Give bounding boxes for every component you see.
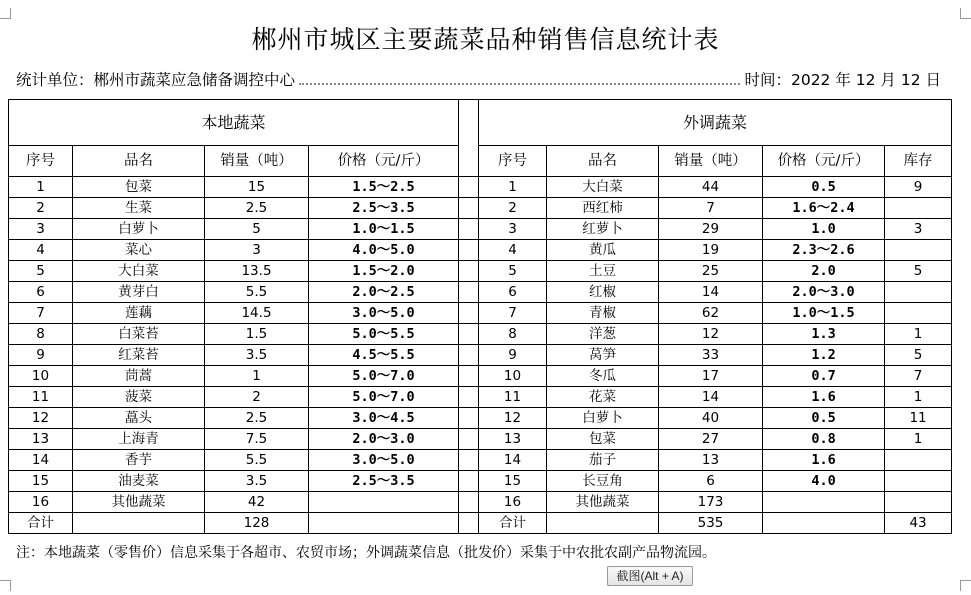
header-outside-price: 价格（元/斤）	[763, 146, 885, 177]
cell-local-no: 5	[9, 261, 73, 282]
cell-outside-name: 红椒	[547, 282, 659, 303]
footnote: 注：本地蔬菜（零售价）信息采集于各超市、农贸市场；外调蔬菜信息（批发价）采集于中农批农副产品物流园。	[16, 545, 716, 561]
cell-outside-qty: 62	[659, 303, 763, 324]
cell-outside-name: 土豆	[547, 261, 659, 282]
cell-outside-price: 4.0	[763, 471, 885, 492]
cell-local-name: 上海青	[73, 429, 205, 450]
table-row	[9, 261, 952, 282]
gap-cell	[459, 219, 479, 240]
total-outside-label: 合计	[479, 513, 547, 534]
cell-local-name: 油麦菜	[73, 471, 205, 492]
crop-mark-bottom-right	[960, 580, 971, 591]
cell-outside-stock: 5	[885, 261, 952, 282]
cell-outside-name: 洋葱	[547, 324, 659, 345]
cell-local-price: 2.0～2.5	[309, 282, 459, 303]
sales-table	[8, 99, 952, 534]
cell-local-qty: 2.5	[205, 198, 309, 219]
cell-local-qty: 13.5	[205, 261, 309, 282]
cell-outside-no: 1	[479, 177, 547, 198]
table-row	[9, 345, 952, 366]
meta-line	[16, 68, 941, 90]
cell-local-price: 2.5～3.5	[309, 471, 459, 492]
cell-outside-qty: 29	[659, 219, 763, 240]
cell-local-name: 红菜苔	[73, 345, 205, 366]
cell-local-no: 2	[9, 198, 73, 219]
cell-local-name: 白萝卜	[73, 219, 205, 240]
cell-local-no: 4	[9, 240, 73, 261]
table-row	[9, 219, 952, 240]
cell-outside-price: 1.2	[763, 345, 885, 366]
total-local-name	[73, 513, 205, 534]
cell-outside-stock: 1	[885, 429, 952, 450]
cell-local-no: 14	[9, 450, 73, 471]
table-row	[9, 366, 952, 387]
cell-outside-stock: 3	[885, 219, 952, 240]
totals-row	[9, 513, 952, 534]
cell-outside-qty: 27	[659, 429, 763, 450]
cell-local-qty: 14.5	[205, 303, 309, 324]
table-row	[9, 408, 952, 429]
cell-outside-no: 7	[479, 303, 547, 324]
cell-outside-no: 10	[479, 366, 547, 387]
cell-outside-name: 黄瓜	[547, 240, 659, 261]
cell-local-name: 菠菜	[73, 387, 205, 408]
cell-outside-qty: 12	[659, 324, 763, 345]
gap-cell	[459, 177, 479, 198]
group-local: 本地蔬菜	[9, 100, 459, 146]
cell-outside-qty: 33	[659, 345, 763, 366]
cell-outside-price: 1.0	[763, 219, 885, 240]
cell-local-no: 6	[9, 282, 73, 303]
cell-outside-price: 0.7	[763, 366, 885, 387]
cell-outside-name: 长豆角	[547, 471, 659, 492]
cell-local-qty: 5	[205, 219, 309, 240]
cell-local-name: 藠头	[73, 408, 205, 429]
cell-outside-no: 2	[479, 198, 547, 219]
cell-outside-stock	[885, 282, 952, 303]
cell-local-price: 5.0～5.5	[309, 324, 459, 345]
cell-outside-stock: 1	[885, 387, 952, 408]
cell-local-price: 5.0～7.0	[309, 366, 459, 387]
cell-local-no: 12	[9, 408, 73, 429]
cell-local-price: 1.0～1.5	[309, 219, 459, 240]
cell-outside-stock: 11	[885, 408, 952, 429]
cell-outside-price: 1.6～2.4	[763, 198, 885, 219]
cell-local-price: 4.5～5.5	[309, 345, 459, 366]
cell-local-price: 1.5～2.5	[309, 177, 459, 198]
cell-outside-qty: 25	[659, 261, 763, 282]
table-row	[9, 471, 952, 492]
cell-outside-name: 冬瓜	[547, 366, 659, 387]
cell-outside-stock	[885, 198, 952, 219]
gap-cell	[459, 240, 479, 261]
total-outside-name	[547, 513, 659, 534]
cell-local-qty: 2.5	[205, 408, 309, 429]
cell-outside-price: 2.0	[763, 261, 885, 282]
cell-outside-name: 包菜	[547, 429, 659, 450]
cell-local-name: 茼蒿	[73, 366, 205, 387]
gap-cell	[459, 366, 479, 387]
cell-local-qty: 3.5	[205, 471, 309, 492]
cell-outside-stock: 1	[885, 324, 952, 345]
cell-local-qty: 1	[205, 366, 309, 387]
cell-local-price: 3.0～5.0	[309, 450, 459, 471]
cell-local-qty: 3	[205, 240, 309, 261]
crop-mark-top-right	[960, 8, 971, 19]
header-local-no: 序号	[9, 146, 73, 177]
cell-local-price: 3.0～4.5	[309, 408, 459, 429]
cell-outside-qty: 44	[659, 177, 763, 198]
cell-local-price: 5.0～7.0	[309, 387, 459, 408]
cell-local-no: 15	[9, 471, 73, 492]
cell-outside-stock: 9	[885, 177, 952, 198]
cell-outside-qty: 14	[659, 282, 763, 303]
gap-cell	[459, 324, 479, 345]
gap-cell	[459, 471, 479, 492]
cell-outside-stock	[885, 240, 952, 261]
cell-local-no: 16	[9, 492, 73, 513]
cell-outside-price	[763, 492, 885, 513]
table-row	[9, 429, 952, 450]
cell-outside-price: 0.5	[763, 177, 885, 198]
cell-outside-qty: 7	[659, 198, 763, 219]
gap-cell	[459, 387, 479, 408]
cell-local-qty: 1.5	[205, 324, 309, 345]
table-row	[9, 282, 952, 303]
crop-mark-bottom-left	[0, 580, 11, 591]
cell-outside-price: 1.6	[763, 387, 885, 408]
cell-local-price	[309, 492, 459, 513]
cell-outside-price: 1.0～1.5	[763, 303, 885, 324]
cell-local-price: 2.5～3.5	[309, 198, 459, 219]
cell-outside-no: 16	[479, 492, 547, 513]
date-label: 时间：2022 年 12 月 12 日	[744, 71, 941, 89]
cell-local-no: 11	[9, 387, 73, 408]
cell-outside-no: 13	[479, 429, 547, 450]
total-local-qty: 128	[205, 513, 309, 534]
cell-outside-name: 青椒	[547, 303, 659, 324]
table-row	[9, 387, 952, 408]
cell-local-name: 菜心	[73, 240, 205, 261]
cell-local-no: 1	[9, 177, 73, 198]
cell-outside-name: 红萝卜	[547, 219, 659, 240]
cell-outside-price: 0.5	[763, 408, 885, 429]
group-header-row	[9, 100, 952, 146]
cell-outside-stock	[885, 492, 952, 513]
cell-local-name: 其他蔬菜	[73, 492, 205, 513]
gap-cell	[459, 303, 479, 324]
cell-outside-price: 2.0～3.0	[763, 282, 885, 303]
cell-local-price: 2.0～3.0	[309, 429, 459, 450]
total-outside-qty: 535	[659, 513, 763, 534]
total-outside-price	[763, 513, 885, 534]
cell-outside-stock	[885, 471, 952, 492]
cell-outside-qty: 19	[659, 240, 763, 261]
cell-outside-price: 1.3	[763, 324, 885, 345]
cell-outside-stock	[885, 450, 952, 471]
cell-outside-qty: 13	[659, 450, 763, 471]
table-row	[9, 303, 952, 324]
unit-label: 统计单位：郴州市蔬菜应急储备调控中心	[16, 71, 296, 89]
document-title: 郴州市城区主要蔬菜品种销售信息统计表	[251, 25, 720, 54]
cell-outside-name: 茄子	[547, 450, 659, 471]
cell-local-no: 9	[9, 345, 73, 366]
cell-outside-name: 莴笋	[547, 345, 659, 366]
cell-local-no: 13	[9, 429, 73, 450]
crop-mark-top-left	[0, 8, 11, 19]
cell-local-no: 8	[9, 324, 73, 345]
group-outside: 外调蔬菜	[479, 100, 952, 146]
cell-local-qty: 5.5	[205, 282, 309, 303]
cell-outside-qty: 40	[659, 408, 763, 429]
gap-cell	[459, 198, 479, 219]
header-local-name: 品名	[73, 146, 205, 177]
cell-local-qty: 42	[205, 492, 309, 513]
cell-outside-qty: 173	[659, 492, 763, 513]
cell-local-name: 黄芽白	[73, 282, 205, 303]
header-outside-name: 品名	[547, 146, 659, 177]
cell-local-qty: 3.5	[205, 345, 309, 366]
cell-outside-name: 白萝卜	[547, 408, 659, 429]
cell-local-qty: 15	[205, 177, 309, 198]
cell-outside-stock	[885, 303, 952, 324]
cell-outside-no: 6	[479, 282, 547, 303]
gap-cell	[459, 429, 479, 450]
cell-local-no: 10	[9, 366, 73, 387]
total-local-price	[309, 513, 459, 534]
cell-outside-name: 其他蔬菜	[547, 492, 659, 513]
cell-outside-stock: 5	[885, 345, 952, 366]
header-outside-qty: 销量（吨）	[659, 146, 763, 177]
cell-local-name: 生菜	[73, 198, 205, 219]
cell-outside-qty: 6	[659, 471, 763, 492]
cell-local-price: 3.0～5.0	[309, 303, 459, 324]
cell-outside-price: 1.6	[763, 450, 885, 471]
header-local-price: 价格（元/斤）	[309, 146, 459, 177]
total-local-label: 合计	[9, 513, 73, 534]
cell-outside-name: 西红柿	[547, 198, 659, 219]
header-outside-no: 序号	[479, 146, 547, 177]
cell-outside-price: 2.3～2.6	[763, 240, 885, 261]
cell-outside-stock: 7	[885, 366, 952, 387]
cell-outside-no: 14	[479, 450, 547, 471]
total-outside-stock: 43	[885, 513, 952, 534]
gap-cell	[459, 261, 479, 282]
cell-outside-qty: 17	[659, 366, 763, 387]
cell-outside-no: 3	[479, 219, 547, 240]
gap-cell	[459, 408, 479, 429]
table-row	[9, 177, 952, 198]
cell-outside-no: 9	[479, 345, 547, 366]
cell-outside-no: 4	[479, 240, 547, 261]
cell-outside-no: 15	[479, 471, 547, 492]
cell-local-name: 大白菜	[73, 261, 205, 282]
header-outside-stock: 库存	[885, 146, 952, 177]
cell-outside-no: 11	[479, 387, 547, 408]
gap-cell	[459, 513, 479, 534]
header-local-qty: 销量（吨）	[205, 146, 309, 177]
cell-local-qty: 7.5	[205, 429, 309, 450]
column-header-row	[9, 146, 952, 177]
cell-outside-price: 0.8	[763, 429, 885, 450]
cell-local-name: 莲藕	[73, 303, 205, 324]
cell-outside-no: 12	[479, 408, 547, 429]
gap-cell	[459, 282, 479, 303]
table-row	[9, 450, 952, 471]
cell-outside-qty: 14	[659, 387, 763, 408]
cell-local-name: 香芋	[73, 450, 205, 471]
gap-cell	[459, 450, 479, 471]
cell-local-qty: 5.5	[205, 450, 309, 471]
table-row	[9, 198, 952, 219]
cell-local-price: 1.5～2.0	[309, 261, 459, 282]
cell-local-name: 白菜苔	[73, 324, 205, 345]
cell-local-no: 3	[9, 219, 73, 240]
cell-local-price: 4.0～5.0	[309, 240, 459, 261]
cell-outside-no: 5	[479, 261, 547, 282]
cell-local-no: 7	[9, 303, 73, 324]
cell-outside-name: 大白菜	[547, 177, 659, 198]
table-row	[9, 324, 952, 345]
table-row	[9, 492, 952, 513]
gap-cell	[459, 492, 479, 513]
cell-outside-no: 8	[479, 324, 547, 345]
table-row	[9, 240, 952, 261]
cell-outside-name: 花菜	[547, 387, 659, 408]
screenshot-button[interactable]: 截图(Alt + A)	[607, 566, 693, 586]
dotted-leader	[299, 82, 740, 85]
cell-local-qty: 2	[205, 387, 309, 408]
gap-cell	[459, 100, 479, 177]
cell-local-name: 包菜	[73, 177, 205, 198]
gap-cell	[459, 345, 479, 366]
